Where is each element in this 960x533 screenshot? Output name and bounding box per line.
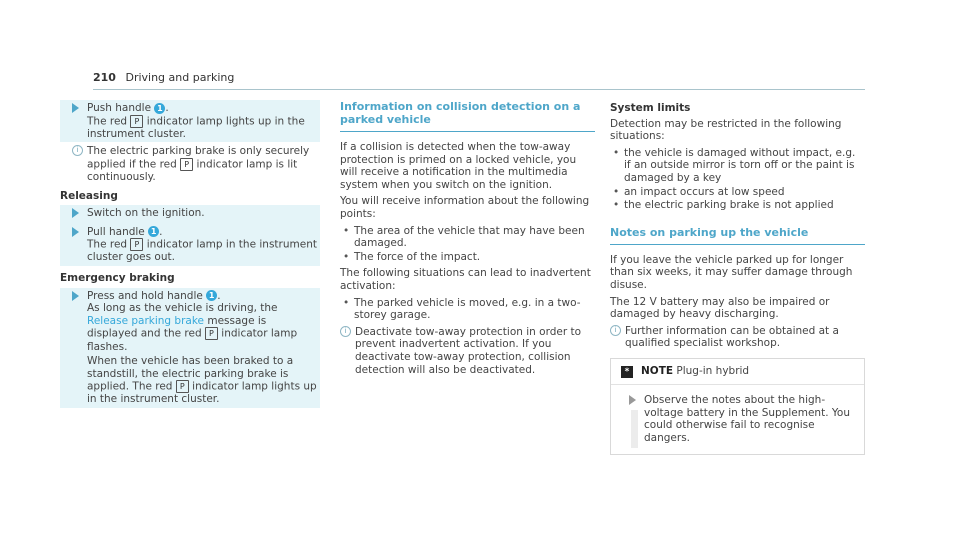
step-arrow-icon: [72, 227, 79, 237]
step-text: indicator lamp lights up in the instrument cluster.: [87, 115, 305, 140]
step-text: .: [165, 102, 169, 114]
callout-1-icon: 1: [206, 290, 217, 301]
info-icon: i: [72, 145, 83, 156]
info-icon: i: [610, 325, 621, 336]
step-text: The red: [87, 238, 131, 251]
list-item: • The parked vehicle is moved, e.g. in a two-storey garage.: [340, 297, 595, 322]
note-step-bar: [631, 410, 638, 448]
system-limits-list: [610, 147, 865, 212]
header-divider: [93, 89, 865, 90]
step-text: indicator lamp in the instrument cluster goes out.: [87, 238, 317, 264]
parking-brake-icon: P: [176, 380, 189, 393]
notes-para-2: The 12 V battery may also be impaired or damaged by heavy discharging.: [610, 295, 830, 321]
emergency-detail: [87, 355, 320, 406]
parking-brake-icon: P: [205, 327, 218, 340]
parking-brake-icon: P: [180, 158, 193, 171]
emergency-step-box: [60, 288, 320, 408]
releasing-step-1: [60, 207, 320, 220]
info-text: Further information can be obtained at a qualified specialist workshop.: [625, 324, 839, 350]
callout-1-icon: 1: [154, 103, 165, 114]
notes-para-1: If you leave the vehicle parked up for longer than six weeks, it may suffer damage through disuse.: [610, 253, 853, 291]
note-label-suffix: Plug-in hybrid: [673, 364, 750, 377]
step-arrow-icon: [629, 395, 636, 405]
step-text: When the vehicle has been braked to a standstill, the electric parking brake is applied. The red: [87, 355, 294, 393]
collision-para-1: If a collision is detected when the tow-away protection is primed on a locked vehicle, you will receive a notification in the multimedia system when you switch on the ignition.: [340, 141, 577, 191]
page-number: 210: [93, 71, 116, 84]
step-text: Pull handle: [87, 225, 149, 238]
step-arrow-icon: [72, 291, 79, 301]
collision-section-title: Information on collision detection on a parked vehicle: [340, 100, 595, 132]
parking-brake-icon: P: [130, 115, 143, 128]
system-limits-heading: System limits: [610, 102, 691, 114]
list-item: • The area of the vehicle that may have been damaged.: [340, 225, 595, 250]
column-2: [340, 100, 595, 376]
step-text: As long as the vehicle is driving, the: [87, 302, 278, 315]
note-header: [611, 359, 864, 385]
push-handle-step-box: [60, 100, 320, 142]
note-box: [610, 358, 865, 455]
note-step: [617, 394, 858, 444]
release-parking-brake-message: Release parking brake: [87, 314, 205, 327]
info-note: [60, 145, 320, 183]
collision-points-list: [340, 225, 595, 264]
info-text: indicator lamp is lit continuously.: [87, 158, 298, 183]
info-text: The electric parking brake is only securely applied if the red: [87, 145, 310, 171]
step-text: .: [159, 225, 163, 238]
step-arrow-icon: [72, 208, 79, 218]
list-item: • an impact occurs at low speed: [610, 186, 865, 199]
step-text: indicator lamp flashes.: [87, 327, 298, 353]
step-text: Observe the notes about the high-voltage battery in the Supplement. You could otherwise fail to recognise dangers.: [644, 393, 850, 444]
step-text: Push handle: [87, 102, 155, 114]
notes-section-title: Notes on parking up the vehicle: [610, 226, 865, 245]
note-label: NOTE: [641, 364, 674, 377]
info-note: [340, 326, 595, 376]
list-item: • the electric parking brake is not applied: [610, 199, 865, 212]
info-note: [610, 325, 865, 350]
push-handle-step: [60, 102, 320, 140]
column-3: [610, 100, 865, 455]
list-item: • the vehicle is damaged without impact, e.g. if an outside mirror is torn off or the paint is damaged by a key: [610, 147, 865, 185]
step-text: Press and hold handle: [87, 289, 207, 302]
column-1: [60, 100, 320, 408]
situations-list: [340, 297, 595, 322]
step-arrow-icon: [72, 103, 79, 113]
emergency-heading: Emergency braking: [60, 272, 175, 285]
step-text: message is displayed and the red: [87, 314, 267, 340]
step-text: indicator lamp lights up in the instrument cluster.: [87, 380, 317, 406]
collision-para-2: You will receive information about the following points:: [340, 195, 590, 220]
collision-para-3: The following situations can lead to inadvertent activation:: [340, 267, 591, 292]
releasing-step-2: [60, 226, 320, 264]
emergency-step: [60, 290, 320, 406]
callout-1-icon: 1: [148, 226, 159, 237]
info-text: Deactivate tow-away protection in order to prevent inadvertent activation. If you deactivate tow-away protection, collision detection will also be deactivated.: [355, 325, 582, 376]
list-item: • The force of the impact.: [340, 251, 595, 264]
releasing-step-box: [60, 205, 320, 266]
note-body: [611, 385, 864, 454]
step-text: .: [217, 289, 221, 302]
page-header: [93, 71, 234, 84]
releasing-heading: Releasing: [60, 189, 118, 202]
section-title: Driving and parking: [125, 71, 235, 84]
parking-brake-icon: P: [130, 238, 143, 251]
info-icon: i: [340, 326, 351, 337]
step-text: The red: [87, 115, 131, 128]
step-text: Switch on the ignition.: [87, 207, 205, 220]
system-limits-intro: Detection may be restricted in the following situations:: [610, 117, 842, 143]
note-asterisk-icon: *: [621, 366, 633, 378]
